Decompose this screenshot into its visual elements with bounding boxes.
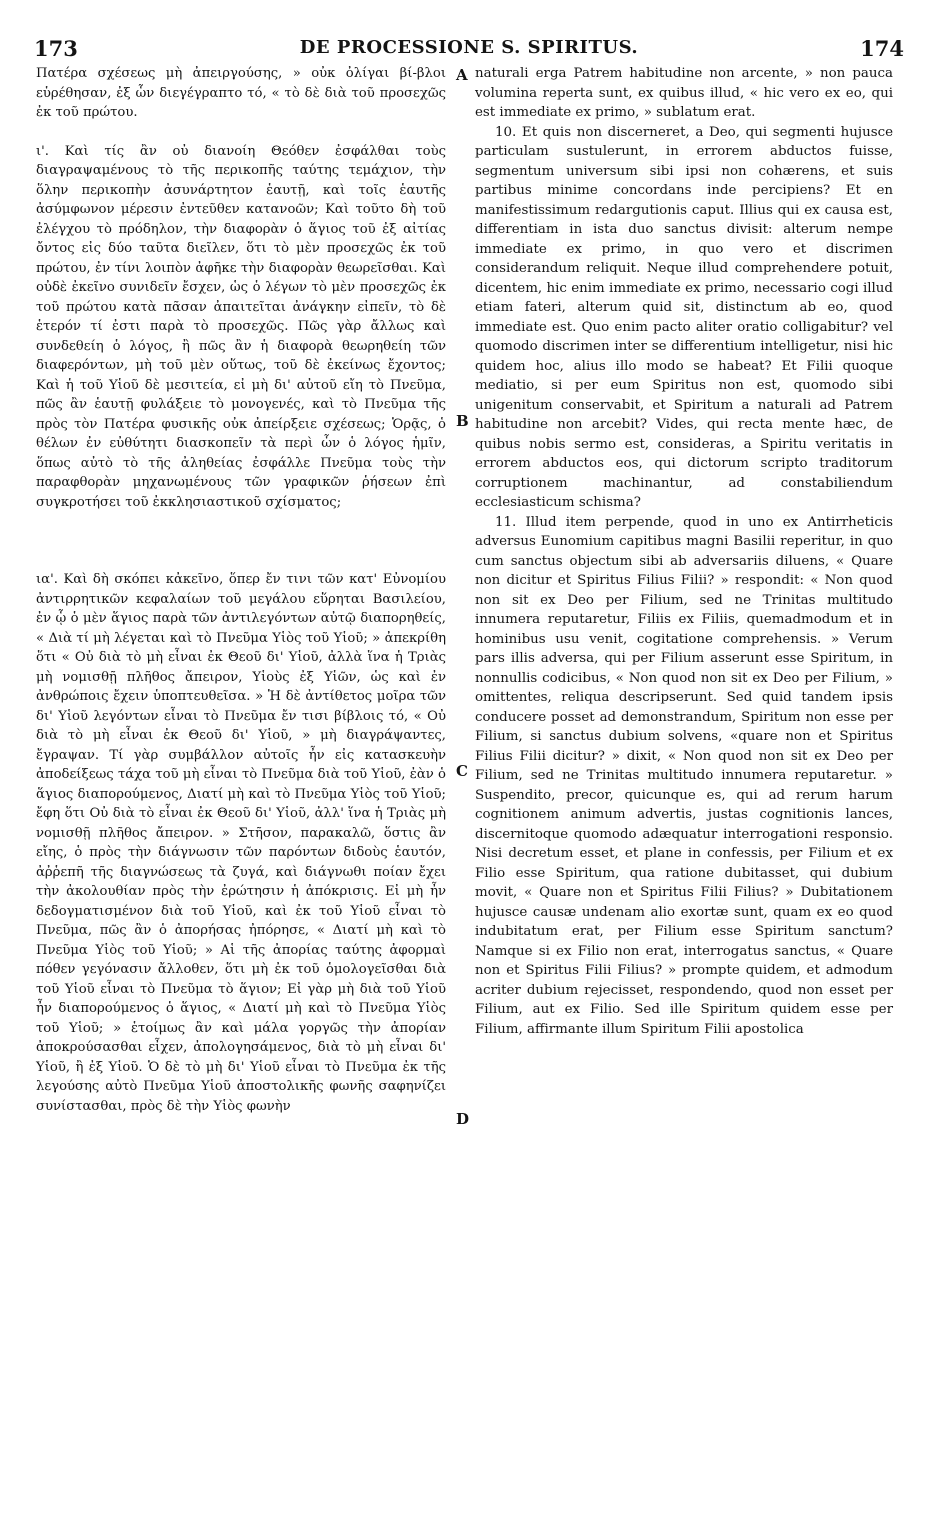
greek-paragraph-continued: Πατέρα σχέσεως μὴ ἀπειργούσης, » οὐκ ὀλίγαι βί-βλοι εὑρέθησαν, ἐξ ὧν διεγέγραπτο τό, « τὸ δὲ διὰ τοῦ προσεχῶς ἐκ τοῦ πρώτου. — [36, 66, 446, 120]
margin-marker-a: A — [456, 66, 468, 84]
latin-paragraph-11: 11. Illud item perpende, quod in uno ex Antirrheticis adversus Eunomium capitibus magni Basilii reperitur, in quo cum sanctus objectum sibi ab adversariis diluens, « Quare non dicitur et Spiritus Filius Filii? » respondit: « Non quod non sit ex Deo per Filium, sed ne Trinitas multitudo innumera reputaretur, Filiis ex Filiis, quemadmodum et in hominibus usu venit, cogitatione comprehensis. » Verum pars illis adversa, qui per Filium asserunt esse Spiritum, in nonnullis codicibus, « Non quod non sit ex Deo per Filium, » omittentes, reliqua descripserunt. Sed quid tandem ipsis conducere posset ad demonstrandum, Spiritum non esse per Filium, si sanctus dubium solvens, «quare non et Spiritus Filius Filii dicitur? » dixit, « Non quod non sit ex Deo per Filium, sed ne Trinitas multitudo innumera reputaretur. » Suspendito, precor, quicunque es, qui ad rerum harum cognitionem animum advertis, justas cognitionis lances, discernitoque quomodo adæquatur interrogationi responsio. Nisi decretum esset, et plane in confessis, per Filium et ex Filio esse Spiritum, qua ratione dubitasset, qui dubium movit, « Quare non et Spiritus Filii Filius? » Dubitationem hujusce causæ undenam alio exortæ sunt, quam ex eo quod indubitatum erat, per Filium esse Spiritum sanctum? Namque si ex Filio non erat, interrogatus sanctus, « Quare non et Spiritus Filii Filius? » prompte quidem, et admodum acriter dubium rejecisset, respondendo, quod non esset per Filium, aut ex Filio. Sed ille Spiritum quidem esse per Filium, affirmante illum Spiritum Filii apostolica — [475, 514, 893, 1037]
greek-column — [36, 64, 446, 1116]
running-title: DE PROCESSIONE S. SPIRITUS. — [299, 37, 639, 58]
right-page-number: 174 — [860, 36, 904, 61]
margin-marker-b: B — [456, 412, 469, 430]
latin-paragraph-continued: naturali erga Patrem habitudine non arcente, » non pauca volumina reperta sunt, ex quibus illud, « hic vero ex eo, qui est immediate ex primo, » sublatum erat. — [475, 66, 893, 120]
greek-paragraph-11: ια'. Καὶ δὴ σκόπει κἀκεῖνο, ὅπερ ἔν τινι τῶν κατ' Εὐνομίου ἀντιρρητικῶν κεφαλαίων τοῦ μεγάλου εὕρηται Βασιλείου, ἐν ᾧ ὁ μὲν ἅγιος παρὰ τῶν ἀντιλεγόντων αὐτῷ διαπορηθείς, « Διὰ τί μὴ λέγεται καὶ τὸ Πνεῦμα Υἱὸς τοῦ Υἱοῦ; » ἀπεκρίθη ὅτι « Οὐ διὰ τὸ μὴ εἶναι ἐκ Θεοῦ δι' Υἱοῦ, ἀλλὰ ἵνα ἡ Τριὰς μὴ νομισθῇ πλῆθος ἄπειρον, Υἱοὺς ἐξ Υἱῶν, ὡς καὶ ἐν ἀνθρώποις ἔχειν ὑποπτευθεῖσα. » Ἡ δὲ ἀντίθετος μοῖρα τῶν δι' Υἱοῦ λεγόντων εἶναι τὸ Πνεῦμα ἔν τισι βίβλοις τό, « Οὐ διὰ τὸ μὴ εἶναι ἐκ Θεοῦ δι' Υἱοῦ, » μὴ διαγράψαντες, ἔγραψαν. Τί γὰρ συμβάλλον αὐτοῖς ἦν εἰς κατασκευὴν ἀποδείξεως τάχα τοῦ μὴ εἶναι τὸ Πνεῦμα διὰ τοῦ Υἱοῦ, ἐὰν ὁ ἅγιος διαπορούμενος, Διατί μὴ καὶ τὸ Πνεῦμα Υἱὸς τοῦ Υἱοῦ; ἔφη ὅτι Οὐ διὰ τὸ εἶναι ἐκ Θεοῦ δι' Υἱοῦ, ἀλλ' ἵνα ἡ Τριὰς μὴ νομισθῇ πλῆθος ἄπειρον. » Στῆσον, παρακαλῶ, ὅστις ἂν εἴης, ὁ πρὸς τὴν διάγνωσιν τῶν παρόντων διδοὺς ἑαυτόν, ἀῤῥεπῆ τῆς διαγνώσεως τὰ ζυγά, καὶ διάγνωθι ποίαν ἔχει τὴν ἀκολουθίαν πρὸς τὴν ἐρώτησιν ἡ ἀπόκρισις. Εἰ μὴ ἦν δεδογματισμένον διὰ τοῦ Υἱοῦ, καὶ ἐκ τοῦ Υἱοῦ εἶναι τὸ Πνεῦμα, πῶς ἂν ὁ ἀπορήσας ἠπόρησε, « Διατί μὴ καὶ τὸ Πνεῦμα Υἱὸς τοῦ Υἱοῦ; » Αἱ τῆς ἀπορίας ταύτης ἀφορμαὶ πόθεν γεγόνασιν ἄλλοθεν, ὅτι μὴ ἐκ τοῦ ὁμολογεῖσθαι διὰ τοῦ Υἱοῦ εἶναι τὸ Πνεῦμα τὸ ἅγιον; Εἰ γὰρ μὴ διὰ τοῦ Υἱοῦ ἦν διαπορούμενος ὁ ἅγιος, « Διατί μὴ καὶ τὸ Πνεῦμα Υἱὸς τοῦ Υἱοῦ; » ἑτοίμως ἂν καὶ μάλα γοργῶς τὴν ἀπορίαν ἀποκρούσασθαι εἶχεν, ἀπολογησάμενος, διὰ τὸ μὴ εἶναι δι' Υἱοῦ, ἢ ἐξ Υἱοῦ. Ὁ δὲ τὸ μὴ δι' Υἱοῦ εἶναι τὸ Πνεῦμα ἐκ τῆς λεγούσης αὐτὸ Πνεῦμα Υἱοῦ ἀποστολικῆς φωνῆς σαφηνίζει συνίστασθαι, πρὸς δὲ τὴν Υἱὸς φωνὴν — [36, 572, 446, 1114]
latin-paragraph-10: 10. Et quis non discerneret, a Deo, qui segmenti hujusce particulam sustulerunt, in errorem abductos fuisse, segmentum universum sibi ipsi non cohærens, et suis partibus minime concordans inde percipiens? Et en manifestissimum redargutionis caput. Illius qui ex causa est, differentiam in ista duo sanctus divisit: alterum nempe immediate ex primo, in quo vero et discrimen considerandum reliquit. Neque illud comprehendere potuit, dicentem, hic enim immediate ex primo, necessario cogi illud etiam fateri, alterum quid sit, distinctum ab eo, quod immediate est. Quo enim pacto aliter oratio colligabitur? vel quomodo discrimen inter se differentium intelligetur, nisi hic quidem hoc, alius illo modo se habeat? Et Filii quoque mediatio, si per eum Spiritus non est, quomodo sibi unigenitum conservabit, et Spiritum a naturali ad Patrem habitudine non arcebit? Vides, qui recta mente hæc, de quibus nobis sermo est, consideras, a Spiritu veritatis in errorem abductos eos, qui dictorum scripto traditorum corruptionem machinantur, ad constabiliendum ecclesiasticum schisma? — [475, 124, 893, 510]
margin-marker-c: C — [456, 762, 468, 780]
greek-paragraph-10: ι'. Καὶ τίς ἂν οὐ διανοίη Θεόθεν ἐσφάλθαι τοὺς διαγραψαμένους τὸ τῆς περικοπῆς ταύτης τεμάχιον, τὴν ὅλην περικοπὴν ἀσυνάρτητον ἑαυτῇ, καὶ τοῖς ἑαυτῆς ἀσύμφωνον μέρεσιν ἐντεῦθεν κατανοῶν; Καὶ τοῦτο δὴ τοῦ ἐλέγχου τὸ πρόδηλον, τὴν διαφορὰν ὁ ἅγιος τοῦ ἐξ αἰτίας ὄντος εἰς δύο ταῦτα διεῖλεν, ὅτι τὸ μὲν προσεχῶς ἐκ τοῦ πρώτου, ἐν τίνι λοιπὸν ἀφῆκε τὴν διαφορὰν θεωρεῖσθαι. Καὶ οὐδὲ ἐκεῖνο συνιδεῖν ἔσχεν, ὡς ὁ λέγων τὸ μὲν προσεχῶς ἐκ τοῦ πρώτου κατὰ πᾶσαν ἀπαιτεῖται ἀνάγκην εἰπεῖν, τὸ δὲ ἑτερόν τί ἐστι παρὰ τὸ προσεχῶς. Πῶς γὰρ ἄλλως καὶ συνδεθείη ὁ λόγος, ἢ πῶς ἂν ἡ διαφορὰ θεωρηθείη τῶν διαφερόντων, μὴ τοῦ μὲν οὕτως, τοῦ δὲ ἐκείνως ἔχοντος; Καὶ ἡ τοῦ Υἱοῦ δὲ μεσιτεία, εἰ μὴ δι' αὐτοῦ εἴη τὸ Πνεῦμα, πῶς ἂν ἑαυτῇ φυλάξειε τὸ μονογενές, καὶ τὸ Πνεῦμα τῆς πρὸς τὸν Πατέρα φυσικῆς οὐκ ἀπείρξειε σχέσεως; Ὁρᾷς, ὁ θέλων ἐν εὐθύτητι διασκοπεῖν τὰ περὶ ὧν ὁ λόγος ἡμῖν, ὅπως αὐτὸ τὸ τῆς ἀληθείας ἐσφάλλε Πνεῦμα τοὺς τὴν παραφθορὰν μηχανωμένους τῶν γραφικῶν ῥήσεων ἐπὶ συγκροτήσει τοῦ ἐκκλησιαστικοῦ σχίσματος; — [36, 143, 446, 510]
left-page-number: 173 — [34, 36, 78, 61]
page-header — [34, 36, 904, 62]
margin-marker-d: D — [456, 1110, 470, 1128]
latin-column — [475, 64, 893, 1039]
